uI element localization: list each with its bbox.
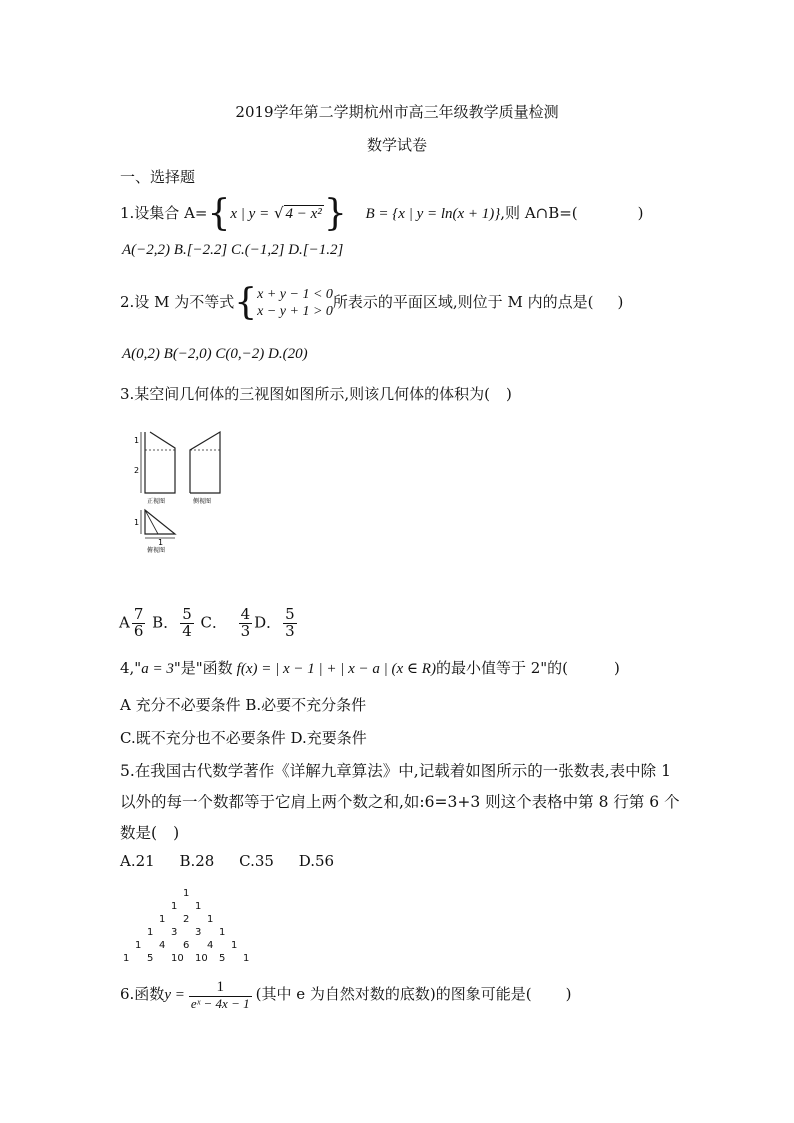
q4-close-paren: ): [614, 659, 620, 677]
q4-condition: a = 3: [141, 661, 174, 677]
top-view-label: 俯视图: [147, 547, 166, 554]
q4-options-ab: A 充分不必要条件 B.必要不充分条件: [120, 696, 367, 714]
top-view: [134, 510, 175, 554]
question-5-line-3: [120, 821, 179, 843]
q1-prefix: 1.设集合 A=: [120, 204, 208, 222]
front-dim-2: 2: [134, 466, 140, 475]
q5-line-3: 数是(: [120, 824, 158, 842]
q3-text: 3.某空间几何体的三视图如图所示,则该几何体的体积为(: [120, 385, 490, 403]
top-dim-2: 1: [158, 538, 164, 547]
triangle-cell: 1: [147, 927, 154, 938]
front-view: [134, 432, 175, 505]
q1-close-paren: ): [637, 204, 644, 222]
triangle-cell: 5: [219, 953, 226, 964]
triangle-cell: 1: [207, 914, 214, 925]
q4-part-2: "是"函数: [173, 659, 233, 677]
q1-suffix: ,则 A∩B=(: [500, 204, 578, 222]
question-6: [120, 980, 571, 1010]
q5-options: [120, 852, 334, 870]
q1-setA-var: x | y =: [230, 206, 270, 222]
q5-close-paren: ): [173, 824, 180, 842]
q6-numerator: 1: [189, 980, 252, 997]
section-heading: 一、选择题: [120, 168, 196, 186]
question-2: 2.设 M 为不等式{ x + y − 1 < 0 x − y + 1 > 0 所表示的平面区域,则位于 M 内的点是( ): [120, 282, 624, 323]
q2-prefix: 2.设 M 为不等式: [120, 293, 235, 311]
triangle-cell: 6: [183, 940, 190, 951]
q6-suffix: (其中 e 为自然对数的底数)的图象可能是(: [255, 985, 532, 1004]
q3-c-den: 3: [240, 621, 251, 640]
q5-line-1: 5.在我国古代数学著作《详解九章算法》中,记载着如图所示的一张数表,表中除 1: [120, 762, 671, 780]
side-view-label: 侧视图: [193, 498, 212, 505]
q6-close-paren: ): [565, 985, 572, 1004]
q3-options: [119, 607, 299, 640]
triangle-cell: 1: [243, 953, 250, 964]
question-3: [120, 383, 512, 404]
triangle-cell: 10: [195, 953, 208, 964]
triangle-cell: 1: [123, 953, 130, 964]
q5-option-a: A.21: [120, 852, 155, 870]
q6-denominator: eˣ − 4x − 1: [190, 995, 250, 1011]
front-view-label: 正视图: [147, 498, 166, 505]
question-4: [120, 657, 620, 678]
q6-prefix: 6.函数: [120, 985, 165, 1004]
triangle-cell: 1: [183, 888, 190, 899]
side-view: [190, 432, 220, 505]
triangle-cell: 1: [159, 914, 166, 925]
q3-opt-a: A: [119, 613, 130, 632]
q3-c-num: 4: [240, 605, 251, 623]
q2-close-paren: ): [617, 293, 624, 311]
triangle-cell: 5: [147, 953, 154, 964]
q3-opt-c: C．: [200, 613, 228, 632]
q1-setB: B = {x | y = ln(x + 1)}: [365, 206, 501, 222]
triangle-cell: 10: [171, 953, 184, 964]
q1-setA-radicand: 4 − x²: [285, 206, 322, 222]
front-dim-1: 1: [134, 436, 140, 445]
triangle-cell: 1: [231, 940, 238, 951]
triangle-cell: 1: [195, 901, 202, 912]
question-1: 1.设集合 A={x | y = √ 4 − x²} B = {x | y = ln(x + 1)},则 A∩B=( ): [120, 193, 644, 234]
triangle-cell: 3: [171, 927, 178, 938]
three-view-figure: [125, 418, 245, 558]
triangle-cell: 1: [135, 940, 142, 951]
q4-part-3: 的最小值等于 2"的(: [435, 659, 569, 677]
page-title: 2019学年第二学期杭州市高三年级教学质量检测: [235, 103, 559, 121]
q6-y-eq: y =: [164, 987, 185, 1004]
q2-suffix: 所表示的平面区域,则位于 M 内的点是(: [332, 293, 594, 311]
number-triangle: [125, 888, 265, 968]
triangle-cell: 4: [207, 940, 214, 951]
q4-part-1: 4,": [120, 659, 142, 677]
q4-options-cd: C.既不充分也不必要条件 D.充要条件: [120, 729, 367, 747]
q3-opt-b: B．: [152, 613, 179, 632]
page-subtitle: 数学试卷: [366, 136, 427, 154]
q5-line-2: 以外的每一个数都等于它肩上两个数之和,如:6=3+3 则这个表格中第 8 行第 6 个: [120, 793, 680, 811]
triangle-cell: 1: [171, 901, 178, 912]
q3-a-num: 7: [133, 605, 144, 623]
q3-opt-d: D．: [254, 613, 282, 632]
triangle-cell: 4: [159, 940, 166, 951]
q3-d-den: 3: [285, 621, 295, 640]
triangle-cell: 1: [219, 927, 226, 938]
triangle-cell: 2: [183, 914, 190, 925]
q2-inequality-2: x − y + 1 > 0: [257, 304, 333, 319]
q3-close-paren: ): [505, 385, 512, 403]
q4-function: f(x) = | x − 1 | + | x − a | (x ∈ R): [236, 661, 436, 677]
q2-inequality-1: x + y − 1 < 0: [257, 286, 333, 302]
q3-d-num: 5: [285, 605, 295, 623]
q2-options: A(0,2) B(−2,0) C(0,−2) D.(20): [122, 346, 308, 362]
q3-b-den: 4: [182, 621, 192, 640]
q5-option-c: C.35: [239, 852, 274, 870]
q5-option-d: D.56: [298, 852, 335, 870]
q5-option-b: B.28: [179, 852, 215, 870]
top-dim-1: 1: [134, 518, 140, 527]
triangle-cell: 3: [195, 927, 202, 938]
q3-b-num: 5: [182, 605, 192, 623]
q3-a-den: 6: [133, 621, 144, 640]
q1-options: A(−2,2) B.[−2.2] C.(−1,2] D.[−1.2]: [122, 242, 344, 258]
